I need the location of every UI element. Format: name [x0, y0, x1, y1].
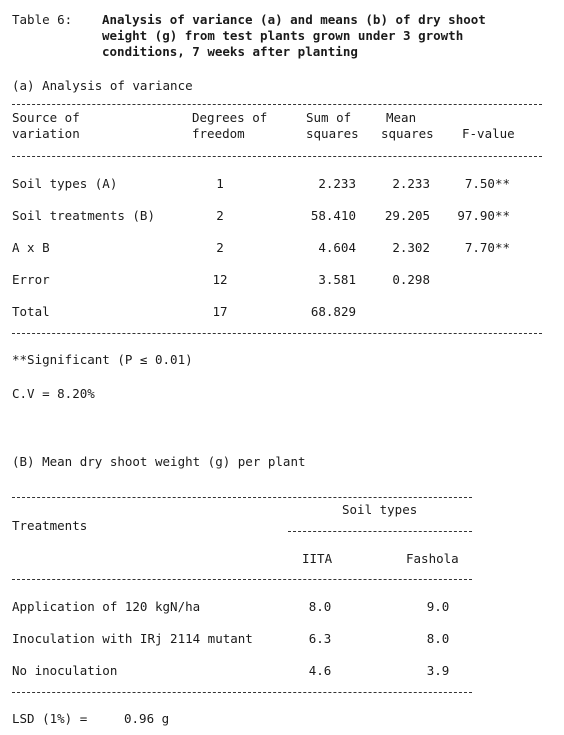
- anova-cell-ss: 3.581: [318, 272, 356, 287]
- anova-cell-df: 2: [216, 240, 224, 255]
- table-label: Table 6:: [12, 12, 73, 27]
- means-cell-fashola: 9.0: [426, 599, 450, 614]
- means-cell-treatment: Inoculation with IRj 2114 mutant: [12, 631, 253, 646]
- means-header-treatments: Treatments: [12, 518, 88, 533]
- anova-cell-source: A x B: [12, 240, 50, 255]
- means-cell-treatment: No inoculation: [12, 663, 118, 678]
- table-title-line-2: weight (g) from test plants grown under 3 growth: [102, 28, 464, 43]
- anova-cell-ss: 68.829: [310, 304, 356, 319]
- anova-cell-source: Total: [12, 304, 50, 319]
- anova-cell-source: Soil types (A): [12, 176, 118, 191]
- means-cell-iita: 4.6: [308, 663, 332, 678]
- significance-note: **Significant (P ≤ 0.01): [12, 352, 193, 367]
- lsd-label: LSD (1%) =: [12, 711, 88, 726]
- anova-header-rule: [12, 156, 542, 157]
- anova-header-ms-1: Mean: [386, 110, 417, 125]
- means-soil-types-rule: [288, 531, 472, 532]
- anova-cell-ss: 4.604: [318, 240, 356, 255]
- anova-cell-df: 12: [212, 272, 228, 287]
- anova-cell-ms: 0.298: [392, 272, 430, 287]
- anova-cell-ms: 2.302: [392, 240, 430, 255]
- means-header-soil-types: Soil types: [342, 502, 418, 517]
- anova-cell-f: 7.50**: [464, 176, 510, 191]
- anova-header-f: F-value: [462, 126, 515, 141]
- means-cell-fashola: 8.0: [426, 631, 450, 646]
- means-header-fashola: Fashola: [406, 551, 459, 566]
- means-bottom-rule: [12, 692, 472, 693]
- anova-top-rule: [12, 104, 542, 105]
- anova-cell-source: Error: [12, 272, 50, 287]
- anova-cell-f: 97.90**: [457, 208, 510, 223]
- anova-cell-f: 7.70**: [464, 240, 510, 255]
- table-title-line-1: Analysis of variance (a) and means (b) of dry shoot: [102, 12, 486, 27]
- anova-cell-source: Soil treatments (B): [12, 208, 155, 223]
- means-cell-treatment: Application of 120 kgN/ha: [12, 599, 201, 614]
- anova-header-df-1: Degrees of: [192, 110, 268, 125]
- anova-cell-df: 1: [216, 176, 224, 191]
- table-title-line-3: conditions, 7 weeks after planting: [102, 44, 358, 59]
- means-cell-iita: 8.0: [308, 599, 332, 614]
- lsd-value: 0.96 g: [124, 711, 170, 726]
- anova-cell-df: 17: [212, 304, 228, 319]
- anova-header-source-1: Source of: [12, 110, 80, 125]
- anova-cell-ms: 29.205: [384, 208, 430, 223]
- section-a-heading: (a) Analysis of variance: [12, 78, 193, 93]
- means-cell-iita: 6.3: [308, 631, 332, 646]
- means-header-rule: [12, 579, 472, 580]
- anova-header-df-2: freedom: [192, 126, 245, 141]
- section-b-heading: (B) Mean dry shoot weight (g) per plant: [12, 454, 306, 469]
- anova-cell-ss: 2.233: [318, 176, 356, 191]
- means-cell-fashola: 3.9: [426, 663, 450, 678]
- means-top-rule: [12, 497, 472, 498]
- anova-cell-ss: 58.410: [310, 208, 356, 223]
- cv-note: C.V = 8.20%: [12, 386, 95, 401]
- anova-header-source-2: variation: [12, 126, 80, 141]
- anova-header-ss-1: Sum of: [306, 110, 352, 125]
- means-header-iita: IITA: [302, 551, 333, 566]
- anova-cell-df: 2: [216, 208, 224, 223]
- anova-header-ms-2: squares: [381, 126, 434, 141]
- anova-cell-ms: 2.233: [392, 176, 430, 191]
- anova-bottom-rule: [12, 333, 542, 334]
- anova-header-ss-2: squares: [306, 126, 359, 141]
